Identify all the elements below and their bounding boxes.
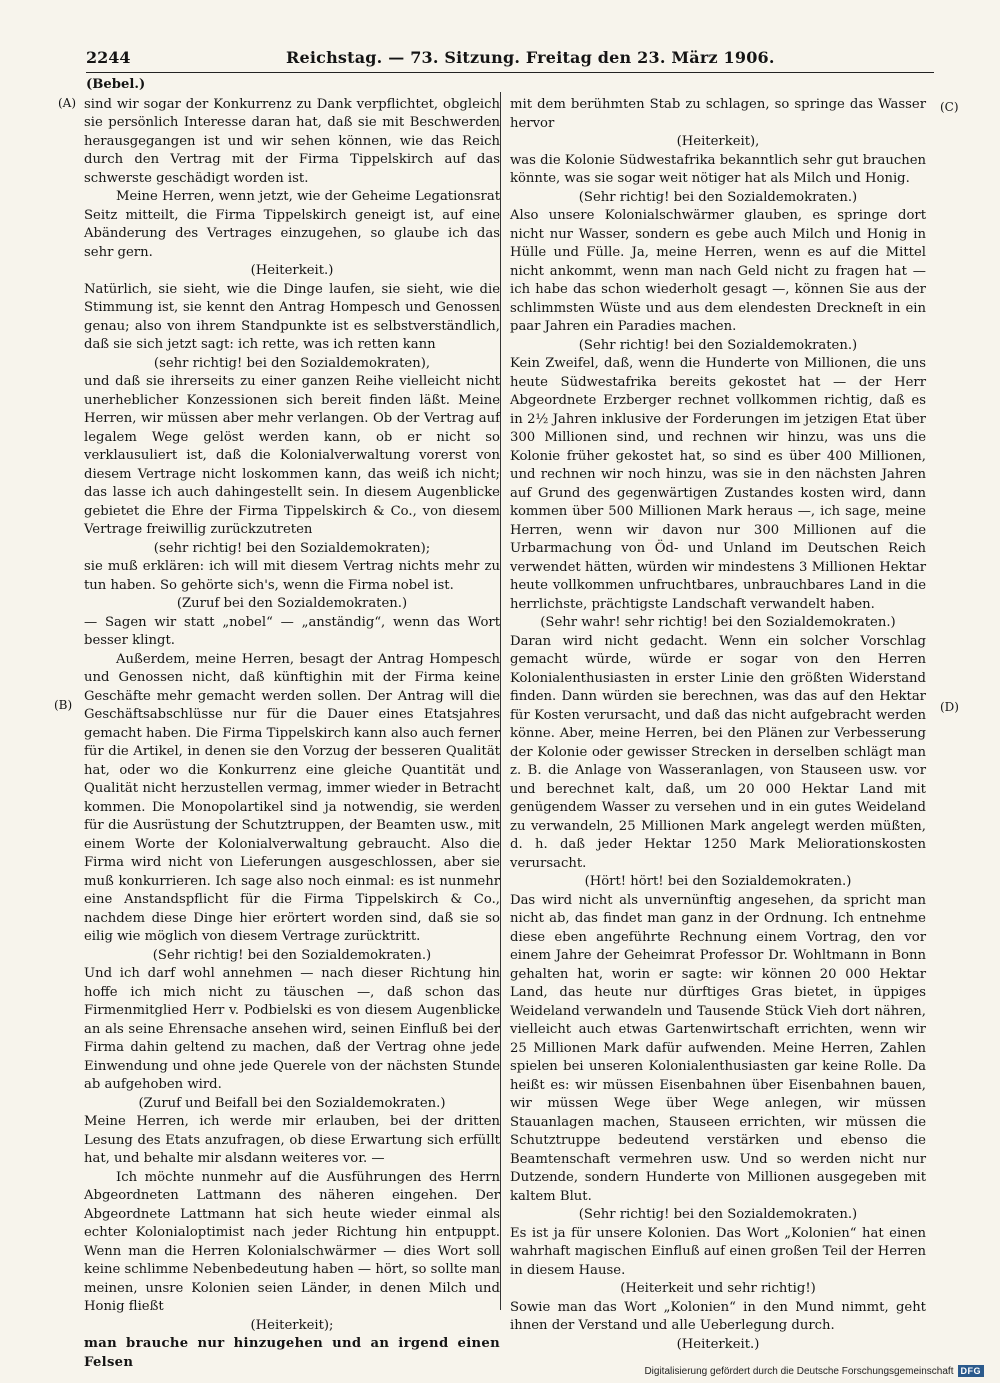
stage-direction: (sehr richtig! bei den Sozialdemokraten); bbox=[153, 540, 431, 556]
paragraph: man brauche nur hinzugehen und an irgend einen Felsen bbox=[84, 1336, 500, 1370]
speaker-label: (Bebel.) bbox=[86, 77, 146, 92]
paragraph: mit dem berühmten Stab zu schlagen, so springe das Wasser hervor bbox=[510, 97, 926, 131]
stage-direction: (Heiterkeit.) bbox=[250, 263, 334, 278]
right-column bbox=[510, 96, 926, 1354]
paragraph: was die Kolonie Südwestafrika bekanntlich sehr gut brauchen könnte, was sie sogar weit nötiger hat als Milch und Honig. bbox=[510, 152, 926, 186]
paragraph: und daß sie ihrerseits zu einer ganzen Reihe vielleicht nicht unerheblicher Konzessionen sich bereit finden läßt. Meine Herren, wir müssen aber mehr verlangen. Ob der Vertrag auf legalem Wege gelöst werden kann, ob er nicht so verklausuliert ist, daß die Kolonialverwaltung vorerst von diesem Vertrage nicht loskommen kann, das weiß ich nicht; das lasse ich auch dahingestellt sein. In diesem Augenblicke gebietet die Ehre der Firma Tippelskirch & Co., von diesem Vertrage freiwillig zurückzutreten bbox=[84, 374, 500, 537]
paragraph: Ich möchte nunmehr auf die Ausführungen des Herrn Abgeordneten Lattmann des näheren eingehen. Der Abgeordnete Lattmann hat sich heute wieder einmal als echter Kolonialoptimist nach jeder Richtung hin entpuppt. Wenn man die Herren Kolonialschwärmer — dies Wort soll keine schlimme Nebenbedeutung haben — hört, so sollte man meinen, unsre Kolonien seien Länder, in denen Milch und Honig fließt bbox=[84, 1169, 500, 1314]
paragraph: Und ich darf wohl annehmen — nach dieser Richtung hin hoffe ich mich nicht zu täuschen —, daß schon das Firmenmitglied Herr v. Podbielski es von diesem Augenblicke an als seine Ehrensache ansehen wird, seinen Einfluß bei der Firma dahin geltend zu machen, daß der Vertrag ohne jede Einwendung und ohne jede Querele von der nächsten Stunde ab aufgehoben wird. bbox=[84, 966, 500, 1092]
stage-direction: (Heiterkeit), bbox=[676, 134, 760, 149]
stage-direction: (Hört! hört! bei den Sozialdemokraten.) bbox=[584, 874, 852, 889]
column-separator bbox=[500, 92, 501, 1310]
margin-marker-d: (D) bbox=[940, 700, 959, 714]
paragraph: sie muß erklären: ich will mit diesem Vertrag nichts mehr zu tun haben. So gehörte sich's, wenn die Firma nobel ist. bbox=[84, 559, 500, 593]
footer-credit bbox=[644, 1365, 984, 1377]
paragraph: Also unsere Kolonialschwärmer glauben, es springe dort nicht nur Wasser, sondern es gebe auch Milch und Honig in Hülle und Fülle. Ja, meine Herren, wenn es auf die Mittel nicht ankommt, wenn man nach Geld nicht zu fragen hat — ich habe das schon wiederholt gesagt —, können Sie aus der schlimmsten Wüste und aus dem elendesten Dreckneſt in ein paar Jahren ein Paradies machen. bbox=[510, 208, 926, 334]
paragraph: — Sagen wir statt „nobel“ — „anständig“, wenn das Wort besser klingt. bbox=[84, 614, 500, 648]
stage-direction: (sehr richtig! bei den Sozialdemokraten), bbox=[153, 355, 431, 371]
paragraph: Natürlich, sie sieht, wie die Dinge laufen, sie sieht, wie die Stimmung ist, sie kennt den Antrag Hompesch und Genossen genau; also von ihrem Standpunkte ist es selbstverständlich, daß sie sich jetzt sagt: ich rette, was ich retten kann bbox=[84, 281, 500, 352]
margin-marker-c: (C) bbox=[940, 100, 959, 114]
margin-marker-a: (A) bbox=[58, 96, 77, 110]
dfg-logo: DFG bbox=[958, 1365, 985, 1377]
stage-direction: (Sehr richtig! bei den Sozialdemokraten.) bbox=[578, 337, 858, 353]
page-number: 2244 bbox=[86, 48, 131, 67]
stage-direction: (Sehr richtig! bei den Sozialdemokraten.) bbox=[578, 1207, 858, 1222]
header-rule bbox=[86, 72, 934, 73]
paragraph: Das wird nicht als unvernünftig angesehen, da spricht man nicht ab, das findet man ganz in der Ordnung. Ich entnehme diese eben angeführte Rechnung einem Vortrag, den vor einem Jahre der Geheimrat Professor Dr. Wohltmann in Bonn gehalten hat, worin er sagte: wir können 20 000 Hektar Land, das heute nur dürftiges Gras bietet, in üppiges Weideland verwandeln und Tausende Stück Vieh dort nähren, vielleicht auch etwas Gartenwirtschaft errichten, wenn wir 25 Millionen Mark dafür aufwenden. Meine Herren, Zahlen spielen bei unseren Kolonialenthusiasten gar keine Rolle. Da heißt es: wir müssen Eisenbahnen über Eisenbahnen bauen, wir müssen Wege über Wege anlegen, wir müssen Stauanlagen machen, Stauseen errichten, wir müssen die Schutztruppe bedeutend verstärken und ebenso die Beamtenschaft vermehren usw. Und so werden nicht nur Dutzende, sondern Hunderte von Millionen ausgegeben mit kaltem Blut. bbox=[510, 892, 926, 1204]
paragraph: Meine Herren, wenn jetzt, wie der Geheime Legationsrat Seitz mitteilt, die Firma Tippelskirch geneigt ist, auf eine Abänderung des Vertrages einzugehen, so glaube ich das sehr gern. bbox=[84, 189, 500, 260]
paragraph: Sowie man das Wort „Kolonien“ in den Mund nimmt, geht ihnen der Verstand und alle Ueberlegung durch. bbox=[510, 1299, 926, 1333]
stage-direction: (Sehr richtig! bei den Sozialdemokraten.) bbox=[152, 947, 432, 963]
paragraph: sind wir sogar der Konkurrenz zu Dank verpflichtet, obgleich sie persönlich Interesse daran hat, daß sie mit Beschwerden herausgegangen ist und wir sehen können, wie das Reich durch den Vertrag mit der Firma Tippelskirch auf das schwerste geschädigt worden ist. bbox=[84, 96, 500, 186]
credit-text: Digitalisierung gefördert durch die Deutsche Forschungsgemeinschaft bbox=[644, 1365, 954, 1377]
paragraph: Meine Herren, ich werde mir erlauben, bei der dritten Lesung des Etats anzufragen, ob diese Erwartung sich erfüllt hat, und behalte mir alsdann weiteres vor. — bbox=[84, 1114, 500, 1166]
paragraph: Außerdem, meine Herren, besagt der Antrag Hompesch und Genossen nicht, daß künftighin mit der Firma keine Geschäfte mehr gemacht werden sollen. Der Antrag will die Geschäftsabschlüsse nur für die Dauer eines Etatsjahres gemacht haben. Die Firma Tippelskirch kann also auch ferner für die Artikel, in denen sie den Vorzug der besseren Qualität hat, oder wo die Konkurrenz eine gleiche Quantität und Qualität nicht herzustellen vermag, immer wieder in Betracht kommen. Die Monopolartikel sind ja notwendig, sie werden für die Ausrüstung der Schutztruppen, der Beamten usw., mit einem Worte der Kolonialverwaltung gebraucht. Also die Firma wird nicht von Lieferungen ausgeschlossen, aber sie muß konkurrieren. Ich sage also noch einmal: es ist nunmehr eine Anstandspflicht für die Firma Tippelskirch & Co., nachdem diese Dinge hier erörtert worden sind, daß sie so eilig wie möglich von diesem Vertrage zurücktritt. bbox=[84, 651, 500, 944]
stage-direction: (Sehr wahr! sehr richtig! bei den Sozialdemokraten.) bbox=[540, 615, 896, 630]
stage-direction: (Zuruf bei den Sozialdemokraten.) bbox=[176, 596, 408, 611]
stage-direction: (Sehr richtig! bei den Sozialdemokraten.) bbox=[578, 189, 858, 205]
stage-direction: (Heiterkeit.) bbox=[676, 1336, 760, 1352]
stage-direction: (Heiterkeit und sehr richtig!) bbox=[620, 1281, 816, 1296]
left-column bbox=[84, 76, 500, 1372]
paragraph: Daran wird nicht gedacht. Wenn ein solcher Vorschlag gemacht würde, würde er sogar von den Herren Kolonialenthusiasten in erster Linie den größten Widerstand finden. Dann würden sie berechnen, was das auf den Hektar für Kosten verursacht, und daß das nicht aufgebracht werden könne. Aber, meine Herren, bei den Plänen zur Verbesserung der Kolonie oder gewisser Strecken in derselben schlägt man z. B. die Anlage von Wasseranlagen, von Stauseen usw. vor und berechnet kalt, daß, um 20 000 Hektar Land mit genügendem Wasser zu versehen und in ein gutes Weideland zu verwandeln, 25 Millionen Mark angelegt werden müßten, d. h. daß jeder Hektar 1250 Mark Meliorationskosten verursacht. bbox=[510, 633, 926, 871]
paragraph: Kein Zweifel, daß, wenn die Hunderte von Millionen, die uns heute Südwestafrika bereits gekostet hat — der Herr Abgeordnete Erzberger rechnet vollkommen richtig, daß es in 2½ Jahren inklusive der Forderungen im jetzigen Etat über 300 Millionen sind, und rechnen wir hinzu, was uns die Kolonie früher gekostet hat, so sind es über 400 Millionen, und rechnen wir noch hinzu, was sie in den nächsten Jahren auf Grund des gegenwärtigen Zustandes kosten wird, dann kommen über 500 Millionen Mark heraus —, ich sage, meine Herren, wenn wir davon nur 300 Millionen auf die Urbarmachung von Öd- und Unland im Deutschen Reich verwendet hätten, würden wir mindestens 3 Millionen Hektar heute vollkommen unfruchtbares, unbrauchbares Land in die herrlichste, prächtigste Landschaft verwandelt haben. bbox=[510, 356, 926, 612]
running-title: Reichstag. — 73. Sitzung. Freitag den 23. März 1906. bbox=[286, 48, 775, 67]
stage-direction: (Zuruf und Beifall bei den Sozialdemokraten.) bbox=[138, 1095, 446, 1111]
paragraph: Es ist ja für unsere Kolonien. Das Wort „Kolonien“ hat einen wahrhaft magischen Einfluß auf einen großen Teil der Herren in diesem Hause. bbox=[510, 1225, 926, 1278]
margin-marker-b: (B) bbox=[54, 698, 73, 712]
page-header bbox=[86, 48, 934, 70]
stage-direction: (Heiterkeit); bbox=[250, 1317, 334, 1333]
